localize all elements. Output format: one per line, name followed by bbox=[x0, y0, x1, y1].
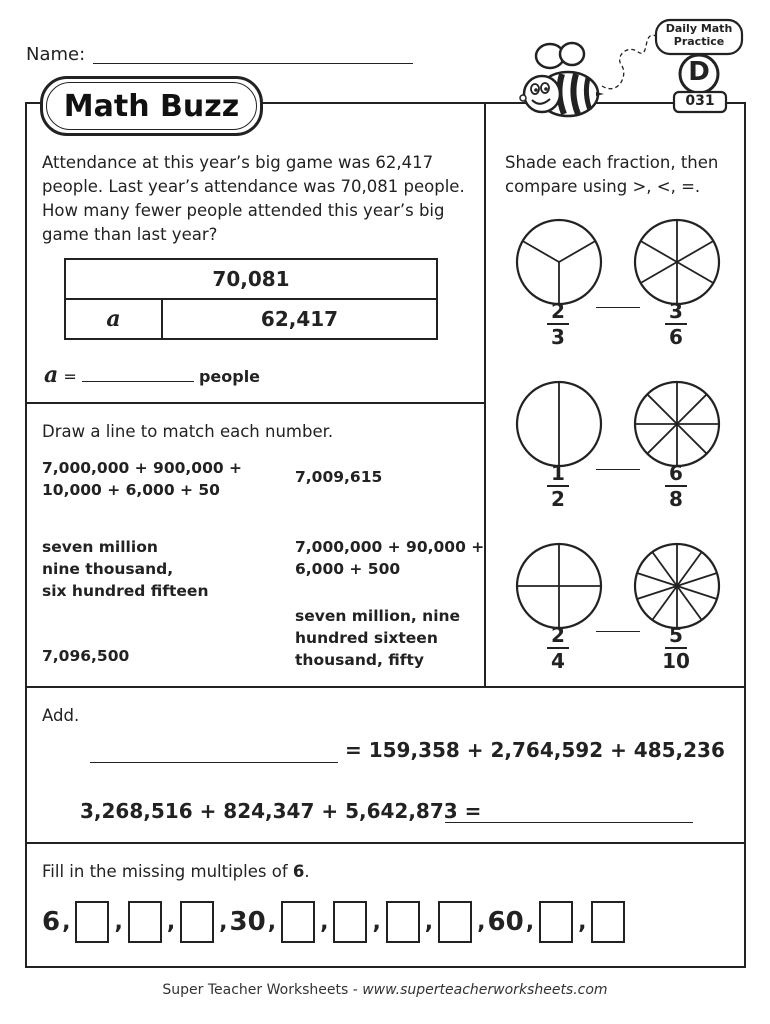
multiples-factor: 6 bbox=[292, 862, 305, 881]
answer-unit: people bbox=[198, 367, 261, 386]
fraction-1b bbox=[661, 300, 691, 348]
answer-row bbox=[44, 362, 260, 388]
name-field[interactable] bbox=[93, 63, 413, 64]
add-instruction: Add. bbox=[42, 706, 80, 725]
match-left-1[interactable] bbox=[42, 457, 242, 501]
multiple-blank-8[interactable] bbox=[539, 901, 573, 943]
fraction-1a-denominator: 3 bbox=[551, 325, 565, 349]
fraction-2b-denominator: 8 bbox=[669, 487, 683, 511]
multiples-instruction-text: Fill in the missing multiples of bbox=[42, 862, 293, 881]
fraction-circle-1a[interactable] bbox=[517, 220, 601, 304]
match-left-2-line-2: nine thousand, bbox=[42, 560, 174, 578]
word-problem bbox=[42, 151, 482, 247]
fraction-3b-denominator: 10 bbox=[662, 649, 690, 673]
multiple-blank-6[interactable] bbox=[386, 901, 420, 943]
multiples-instruction-period: . bbox=[304, 862, 310, 881]
fraction-circles bbox=[485, 200, 745, 630]
tape-total: 70,081 bbox=[65, 259, 437, 299]
multiple-given-2: 30 bbox=[229, 907, 266, 937]
match-right-2[interactable] bbox=[295, 536, 484, 580]
match-left-1-line-2: 10,000 + 6,000 + 50 bbox=[42, 481, 220, 499]
fraction-instruction bbox=[505, 151, 741, 199]
fraction-2a-numerator: 1 bbox=[551, 461, 565, 485]
fraction-2a bbox=[543, 462, 573, 510]
badge-line-1: Daily Math bbox=[665, 22, 733, 35]
footer-link[interactable]: www.superteacherworksheets.com bbox=[362, 982, 608, 998]
fraction-3b-numerator: 5 bbox=[669, 623, 683, 647]
add-equation-1: = 159,358 + 2,764,592 + 485,236 bbox=[345, 738, 725, 762]
fraction-circle-2a[interactable] bbox=[517, 382, 601, 466]
match-right-2-line-1: 7,000,000 + 90,000 + bbox=[295, 538, 485, 556]
footer-text: Super Teacher Worksheets - bbox=[162, 982, 363, 998]
match-left-2[interactable] bbox=[42, 536, 208, 602]
match-right-3-line-3: thousand, fifty bbox=[295, 651, 424, 669]
fraction-1a bbox=[543, 300, 573, 348]
multiple-given-3: 60 bbox=[487, 907, 524, 937]
match-right-3-line-1: seven million, nine bbox=[295, 607, 461, 625]
answer-equals: = bbox=[58, 367, 82, 386]
match-left-1-line-1: 7,000,000 + 900,000 + bbox=[42, 459, 243, 477]
multiple-blank-4[interactable] bbox=[281, 901, 315, 943]
match-right-3-line-2: hundred sixteen bbox=[295, 629, 438, 647]
match-right-2-line-2: 6,000 + 500 bbox=[295, 560, 401, 578]
match-left-2-line-1: seven million bbox=[42, 538, 158, 556]
title-tab bbox=[40, 76, 263, 136]
fraction-3a-numerator: 2 bbox=[551, 623, 565, 647]
fraction-1b-denominator: 6 bbox=[669, 325, 683, 349]
tape-variable: a bbox=[65, 299, 162, 339]
row-divider-1 bbox=[25, 402, 485, 404]
level-letter: D bbox=[688, 57, 710, 87]
badge-line-2: Practice bbox=[673, 35, 725, 48]
fraction-1a-numerator: 2 bbox=[551, 299, 565, 323]
compare-blank-2[interactable] bbox=[596, 469, 640, 470]
match-left-3[interactable] bbox=[42, 645, 129, 667]
fraction-circle-3b[interactable] bbox=[635, 544, 719, 628]
multiple-blank-1[interactable] bbox=[75, 901, 109, 943]
row-divider-3 bbox=[25, 842, 746, 844]
fraction-2a-denominator: 2 bbox=[551, 487, 565, 511]
add-answer-blank-1[interactable] bbox=[90, 744, 338, 763]
fraction-instruction-line-1: Shade each fraction, then bbox=[505, 153, 719, 172]
fraction-circle-1b[interactable] bbox=[635, 220, 719, 304]
footer bbox=[0, 982, 770, 998]
fraction-3b bbox=[661, 624, 691, 672]
fraction-2b bbox=[661, 462, 691, 510]
page-title: Math Buzz bbox=[46, 82, 257, 130]
compare-blank-1[interactable] bbox=[596, 307, 640, 308]
compare-blank-3[interactable] bbox=[596, 631, 640, 632]
row-divider-2 bbox=[25, 686, 746, 688]
add-answer-blank-2[interactable] bbox=[445, 804, 693, 823]
fraction-circle-2b[interactable] bbox=[635, 382, 719, 466]
tape-diagram bbox=[64, 258, 438, 340]
match-left-2-line-3: six hundred fifteen bbox=[42, 582, 209, 600]
multiple-blank-9[interactable] bbox=[591, 901, 625, 943]
fraction-2b-numerator: 6 bbox=[669, 461, 683, 485]
fraction-circle-3a[interactable] bbox=[517, 544, 601, 628]
worksheet-number: 031 bbox=[685, 93, 715, 109]
fraction-1b-numerator: 3 bbox=[669, 299, 683, 323]
tape-part: 62,417 bbox=[162, 299, 437, 339]
match-right-1-line-1: 7,009,615 bbox=[295, 468, 383, 486]
multiples-instruction bbox=[42, 860, 310, 884]
match-right-3[interactable] bbox=[295, 605, 460, 671]
multiple-given-1: 6 bbox=[42, 907, 61, 937]
problem-line-3: How many fewer people attended this year’s big bbox=[42, 201, 445, 220]
multiple-blank-2[interactable] bbox=[128, 901, 162, 943]
fraction-3a-denominator: 4 bbox=[551, 649, 565, 673]
match-left-3-line-1: 7,096,500 bbox=[42, 647, 130, 665]
multiple-blank-3[interactable] bbox=[180, 901, 214, 943]
answer-blank[interactable] bbox=[82, 381, 194, 382]
problem-line-4: game than last year? bbox=[42, 225, 218, 244]
match-instruction: Draw a line to match each number. bbox=[42, 422, 334, 441]
add-equation-2: 3,268,516 + 824,347 + 5,642,873 = bbox=[80, 799, 482, 823]
problem-line-1: Attendance at this year’s big game was 62,417 bbox=[42, 153, 434, 172]
badge-label bbox=[656, 22, 742, 48]
multiple-blank-5[interactable] bbox=[333, 901, 367, 943]
multiples-row: 6 , , , , 30 , , , , , 60 , , bbox=[42, 898, 628, 946]
problem-line-2: people. Last year’s attendance was 70,081 people. bbox=[42, 177, 465, 196]
multiple-blank-7[interactable] bbox=[438, 901, 472, 943]
match-right-1[interactable] bbox=[295, 466, 382, 488]
name-label: Name: bbox=[26, 44, 86, 65]
fraction-3a bbox=[543, 624, 573, 672]
answer-variable: a bbox=[44, 362, 59, 388]
fraction-instruction-line-2: compare using >, <, =. bbox=[505, 177, 701, 196]
